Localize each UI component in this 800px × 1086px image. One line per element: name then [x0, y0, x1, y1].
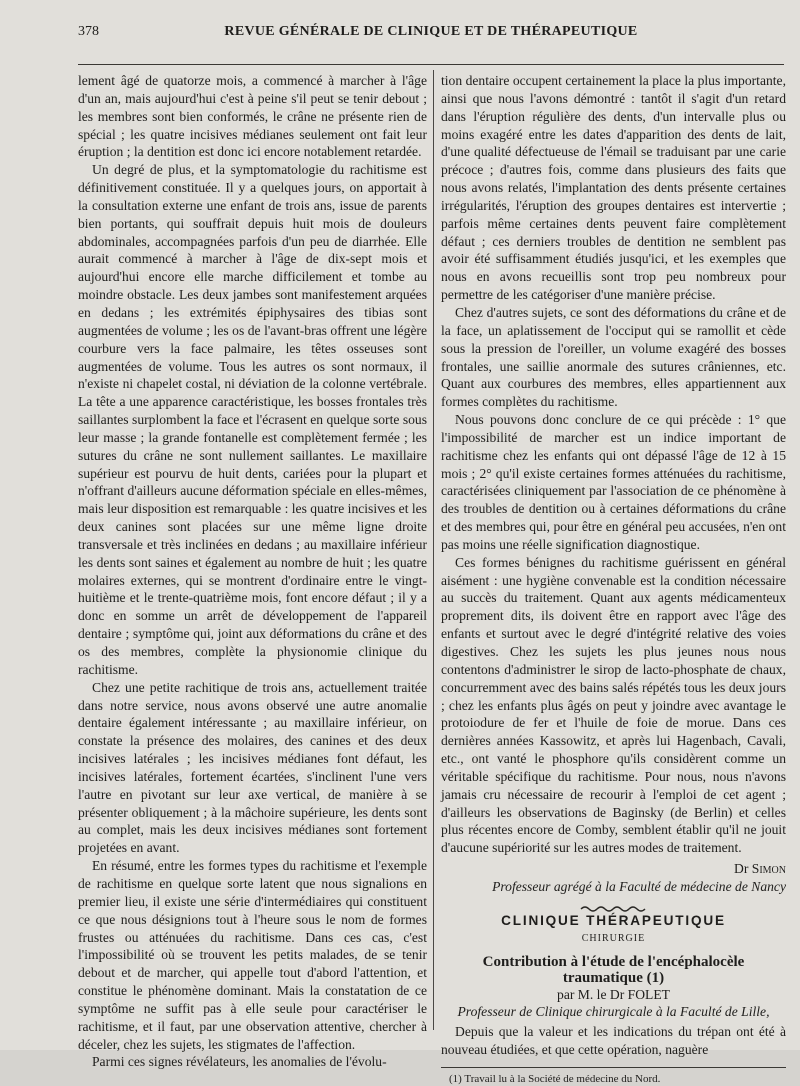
article-intro: Depuis que la valeur et les indications du trépan ont été à nouveau étudiées, et que cette opération, naguère: [441, 1024, 786, 1058]
page-number: 378: [78, 24, 99, 39]
body-paragraph: Un degré de plus, et la symptomatologie du rachitisme est définitivement constituée. Il y a quelques jours, on apportait à la consultation externe une enfant de trois ans, issue de parents bien portants, qui souffrait depuis huit mois de douleurs abdominales, accompagnées parfois d'un peu de diarrhée. Elle aurait commencé à marcher à l'âge de dix-sept mois et aujourd'hui encore elle marche difficilement et tombe au moindre obstacle. Les deux jambes sont manifestement arquées en dedans ; les extrémités épiphysaires des tibias sont augmentées de volume ; les os de l'avant-bras offrent une légère courbure vers la face palmaire, les têtes osseuses sont augmentées de volume. Tous les autres os sont normaux, il n'existe ni chapelet costal, ni déviation de la colonne vertébrale. La tête a une apparence caractéristique, les bosses frontales très saillantes surplombent la face et l'écrasent en quelque sorte sous leur masse ; la grande fontanelle est complètement fermée ; les sutures du crâne ne sont nullement saillantes. Le maxillaire supérieur est pourvu de huit dents, cariées pour la plupart et n'offrant d'ailleurs aucune déformation spéciale en elles-mêmes, mais leur disposition est remarquable : les quatre incisives et les deux canines sont placées sur une même ligne droite transversale et très inclinées en dedans ; au maxillaire inférieur les dents sont saines et également au nombre de huit ; les quatre molaires externes, qui se montrent d'ordinaire entre le vingt-huitième et le trente-quatrième mois, font encore défaut ; il y a donc en somme un arrêt de développement de l'appareil dentaire ; symptôme qui, joint aux déformations du crâne et des os des membres, complète la physionomie clinique du rachitisme.: [78, 162, 427, 677]
signature-author: [441, 860, 786, 878]
body-paragraph: Ces formes bénignes du rachitisme guérissent en général aisément : une hygiène convenable est la condition nécessaire au succès du traitement. Quant aux agents médicamenteux proprement dits, ils doivent être en rapport avec l'âge des enfants et surtout avec le degré d'intégrité relative des voies digestives. Chez les sujets les plus jeunes nous nous contentons d'administrer le sirop de lacto-phosphate de chaux, concurremment avec des bains salés répétés tous les deux jours ; chez les enfants plus âgés on peut y joindre avec avantage le protoiodure de fer et l'huile de foie de morue. Dans ces dernières années Kassowitz, et après lui Hagenbach, Cavali, etc., ont vanté le phosphore qu'ils considèrent comme un véritable spécifique du rachitisme. Pour nous, nous n'avons jamais cru nécessaire de recourir à l'emploi de cet agent ; d'ailleurs les observations de Baginsky (de Berlin) et celles plus récentes encore de Comby, semblent établir qu'il ne jouit d'aucune supériorité sur les autres modes de traitement.: [441, 554, 786, 856]
left-column: [78, 72, 427, 1071]
ornamental-divider: [441, 900, 786, 908]
column-divider: [433, 70, 434, 1030]
footnote-rule: [441, 1067, 786, 1068]
body-paragraph: Chez d'autres sujets, ce sont des déformations du crâne et de la face, un aplatissement de l'occiput qui se ramollit et cède sous la pression de l'oreiller, un volume exagéré des bosses frontales, une saillie anormale des sutures crâniennes, etc. Quant aux courbures des membres, elles appartiennent aux formes complètes du rachitisme.: [441, 304, 786, 410]
body-paragraph: lement âgé de quatorze mois, a commencé à marcher à l'âge d'un an, mais aujourd'hui c'est à peine s'il peut se tenir debout ; les membres sont bien conformés, le crâne ne présente rien de spécial ; les quatre incisives médianes seulement ont fait leur éruption ; la dentition est donc ici encore notablement retardée.: [78, 73, 427, 160]
article-byline: par M. le Dr FOLET: [557, 986, 670, 1002]
author-affiliation: Professeur de Clinique chirurgicale à la Faculté de Lille,: [457, 1004, 770, 1020]
header-rule: [78, 64, 784, 65]
running-head: REVUE GÉNÉRALE DE CLINIQUE ET DE THÉRAPEUTIQUE: [224, 24, 638, 39]
article-title: Contribution à l'étude de l'encéphalocèle traumatique (1): [482, 953, 745, 986]
footnote: (1) Travail lu à la Société de médecine du Nord.: [449, 1072, 661, 1085]
page-header: [78, 20, 784, 46]
body-paragraph: En résumé, entre les formes types du rachitisme et l'exemple de rachitisme en quelque sorte latent que nous signalions en premier lieu, il existe une série d'intermédiaires qui constituent ce que nous désignions tout à l'heure sous le nom de formes frustes ou atténuées du rachitisme. Dans ces cas, c'est l'impossibilité où se trouvent les petits malades, de se tenir debout et de marcher, qui appelle tout d'abord l'attention, et constitue le phénomène dominant. Mais la constatation de ce symptôme ne suffit pas à elle seule pour caractériser le rachitisme, et il faut, par une observation attentive, chercher à déceler, chez les sujets, les stigmates de l'affection.: [78, 858, 427, 1052]
section-subtitle: CHIRURGIE: [581, 932, 646, 944]
signature-prefix: Dr: [734, 861, 749, 877]
body-paragraph: Nous pouvons donc conclure de ce qui précède : 1° que l'impossibilité de marcher est un indice important de rachitisme chez les enfants qui ont dépassé l'âge de 12 à 15 mois ; 2° qu'il existe certaines formes atténuées du rachitisme, caractérisées cliniquement par l'association de ce phénomène à des troubles de dentition ou à certaines déformations du crâne et des membres qui, pour être en général peu accusées, n'en ont pas moins une réelle signification diagnostique.: [441, 412, 786, 552]
section-title: CLINIQUE THÉRAPEUTIQUE: [501, 912, 726, 928]
body-paragraph: Chez une petite rachitique de trois ans, actuellement traitée dans notre service, nous avons observé une autre anomalie dentaire également intéressante ; au maxillaire inférieur, on constate la présence des molaires, des canines et des deux incisives latérales ; les incisives médianes font défaut, les incisives latérales, fortement écartées, s'inclinent l'une vers l'autre en pivotant sur leur axe vertical, de manière à se présenter obliquement ; à la mâchoire supérieure, les dents sont au complet, mais les deux incisives médianes sont fortement projetées en avant.: [78, 679, 427, 856]
body-paragraph: Parmi ces signes révélateurs, les anomalies de l'évolu-: [92, 1054, 387, 1070]
right-column: [441, 72, 786, 1086]
body-paragraph: tion dentaire occupent certainement la place la plus importante, ainsi que nous l'avons démontré : tantôt il s'agit d'un retard dans l'éruption régulière des dents, d'un intervalle plus ou moins exagéré entre les dates d'apparition des dents de lait, d'une qualité défectueuse de l'émail se traduisant par une carie précoce ; d'autres fois, comme dans plusieurs des faits que nous avons relatés, l'implantation des dents présente certaines irrégularités, l'éruption des groupes dentaires est intervertie ; parfois même certaines dents peuvent faire complètement défaut ; ces derniers troubles de dentition ne semblent pas avoir été suffisamment étudiés jusqu'ici, et les exemples que nous en avons recueillis sont trop peu nombreux pour permettre de les catégoriser d'une manière précise.: [441, 73, 786, 303]
signature-title: Professeur agrégé à la Faculté de médecine de Nancy: [492, 878, 786, 894]
signature-name: Simon: [751, 861, 786, 877]
